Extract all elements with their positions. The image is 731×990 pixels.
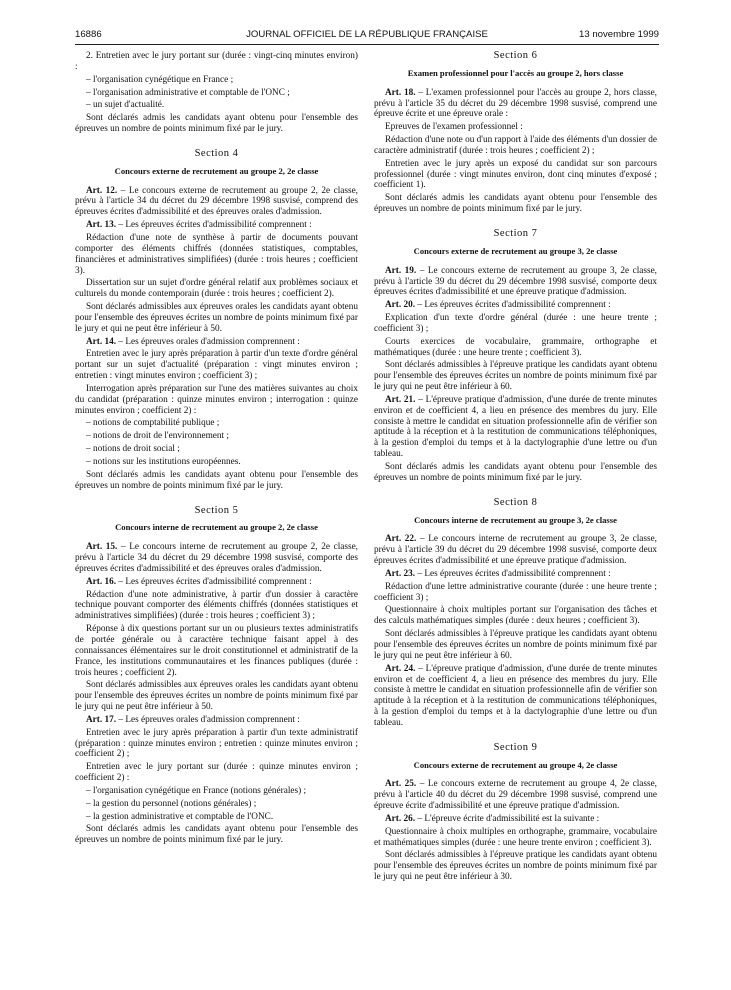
list-item: – l'organisation cynégétique en France (notions générales) ; [86, 785, 307, 796]
paragraph: Entretien avec le jury après préparation à partir d'un texte administratif (préparation : quinze minutes environ ; entretien : quinze minutes environ ; coefficient 2) ; [75, 727, 358, 760]
issue-date: 13 novembre 1999 [578, 29, 659, 40]
section-subtitle: Concours interne de recrutement au groupe 3, 2e classe [414, 514, 617, 525]
page-header [75, 29, 659, 43]
section-subtitle: Concours interne de recrutement au groupe 2, 2e classe [115, 522, 318, 533]
article [374, 664, 657, 729]
article-label: Art. 17. [86, 714, 117, 725]
article [374, 395, 657, 460]
article-label: Art. 21. [385, 394, 416, 405]
article-text: – L'épreuve pratique d'admission, d'une durée de trente minutes environ et de coefficient 4, a lieu en présence des membres du jury. Elle consiste à mettre le candidat en situation professionnelle afin de vérifier son aptitude à la réception et à la restitution de communications téléphoniques, à la gestion d'emploi du temps et à la dactylographie d'une lettre ou d'un tableau. [374, 663, 657, 728]
list-item: – l'organisation cynégétique en France ; [86, 74, 234, 85]
section-subtitle: Concours externe de recrutement au groupe 3, 2e classe [413, 245, 618, 256]
paragraph: Entretien avec le jury après un exposé du candidat sur son parcours professionnel (durée : vingt minutes environ, dont cinq minutes d'exposé ; coefficient 1). [374, 158, 657, 191]
article-label: Art. 24. [385, 663, 416, 674]
article-text: – Le concours externe de recrutement au groupe 3, 2e classe, prévu à l'article 39 du décret du 29 décembre 1998 susvisé, comporte deux épreuves écrites d'admissibilité et une épreuve pratique d'admission. [374, 265, 657, 298]
article-label: Art. 18. [385, 87, 416, 98]
article-text: – L'examen professionnel pour l'accès au groupe 2, hors classe, prévu à l'article 35 du décret du 29 décembre 1998 susvisé, comprend une épreuve écrite et une épreuve orale : [374, 87, 657, 120]
paragraph: Courts exercices de vocabulaire, grammaire, orthographe et mathématiques (durée : une heure trente ; coefficient 3). [374, 336, 657, 358]
list-item: – la gestion du personnel (notions générales) ; [86, 798, 257, 809]
article-text: – Les épreuves orales d'admission comprennent : [116, 714, 300, 725]
section-title: Section 7 [493, 227, 538, 239]
paragraph: Questionnaire à choix multiples en orthographe, grammaire, vocabulaire et mathématiques simples (durée : une heure trente environ ; coefficient 3). [374, 826, 657, 848]
article [75, 542, 358, 575]
article [75, 337, 358, 348]
article-label: Art. 13. [86, 220, 117, 231]
article-text: – L'épreuve écrite d'admissibilité est la suivante : [415, 813, 600, 824]
list-item: – notions sur les institutions européennes. [86, 457, 241, 467]
article-text: – Le concours externe de recrutement au groupe 4, 2e classe, prévu à l'article 40 du décret du 29 décembre 1998 susvisé, comprend une épreuve écrite d'admissibilité et une épreuve pratique d'admission. [374, 779, 657, 812]
section-subtitle: Concours externe de recrutement au groupe 4, 2e classe [413, 759, 618, 770]
section-title: Section 5 [194, 504, 239, 516]
section-subtitle: Concours externe de recrutement au groupe 2, 2e classe [114, 165, 319, 176]
article-label: Art. 25. [385, 779, 417, 790]
article [374, 814, 657, 825]
paragraph: Dissertation sur un sujet d'ordre général relatif aux problèmes sociaux et culturels du monde contemporain (durée : trois heures ; coefficient 2). [75, 278, 358, 300]
article-text: – Les épreuves écrites d'admissibilité comprennent : [116, 220, 312, 231]
paragraph: Sont déclarés admissibles à l'épreuve pratique les candidats ayant obtenu pour l'ensemble des épreuves écrites un nombre de points minimum fixé par le jury qui ne peut être inférieur à 60. [374, 629, 657, 661]
article-label: Art. 12. [86, 185, 118, 196]
article-label: Art. 26. [385, 813, 416, 824]
article-text: – Les épreuves orales d'admission comprennent : [116, 336, 300, 347]
list-item: – notions de droit de l'environnement ; [86, 431, 229, 442]
article [374, 569, 657, 580]
paragraph: Réponse à dix questions portant sur un ou plusieurs textes administratifs de portée générale ou à caractère technique faisant appel à des connaissances élémentaires sur le droit constitutionnel et administratif de la France, les institutions communautaires et les finances publiques (durée : trois heures ; coefficient 2). [75, 624, 358, 678]
article-label: Art. 20. [385, 300, 416, 311]
header-rule [75, 44, 659, 45]
paragraph: Rédaction d'une note administrative, à partir d'un dossier à caractère technique pouvant comporter des éléments chiffrés (données statistiques et administratives simplifiées) (durée : trois heures ; coefficient 3) ; [75, 589, 358, 622]
article-text: – Le concours interne de recrutement au groupe 3, 2e classe, prévu à l'article 39 du décret du 29 décembre 1998 susvisé, comporte deux épreuves écrites d'admissibilité et une épreuve pratique d'admission. [374, 534, 657, 567]
article-text: – Les épreuves écrites d'admissibilité comprennent : [415, 568, 611, 579]
paragraph: Sont déclarés admissibles aux épreuves orales les candidats ayant obtenu pour l'ensemble des épreuves écrites un nombre de points minimum fixé par le jury et qui ne peut être inférieur à 50. [75, 302, 358, 334]
article [75, 186, 358, 219]
paragraph: Entretien avec le jury après préparation à partir d'un texte d'ordre général portant sur un sujet d'actualité (préparation : vingt minutes environ ; entretien : vingt minutes environ ; coefficient 3) ; [75, 349, 358, 382]
paragraph: Sont déclarés admis les candidats ayant obtenu pour l'ensemble des épreuves un nombre de points minimum fixé par le jury. [374, 462, 657, 483]
article-label: Art. 14. [86, 336, 117, 347]
article [374, 300, 657, 311]
section-title: Section 9 [493, 741, 538, 753]
article-label: Art. 19. [385, 265, 417, 276]
right-column [374, 51, 657, 885]
section-title: Section 4 [194, 147, 239, 159]
paragraph: Explication d'un texte d'ordre général (durée : une heure trente ; coefficient 3) ; [374, 313, 657, 334]
article-label: Art. 23. [385, 568, 416, 579]
article-text: – Le concours interne de recrutement au groupe 2, 2e classe, prévu à l'article 34 du décret du 29 décembre 1998 susvisé, comporte des épreuves écrites d'admissibilité et des épreuves orales d'admission. [75, 542, 358, 574]
article-text: – Les épreuves écrites d'admissibilité comprennent : [116, 576, 312, 587]
article [374, 779, 657, 812]
paragraph: Sont déclarés admis les candidats ayant obtenu pour l'ensemble des épreuves un nombre de points minimum fixé par le jury. [75, 113, 358, 135]
paragraph: Sont déclarés admissibles à l'épreuve pratique les candidats ayant obtenu pour l'ensemble des épreuves écrites un nombre de points minimum fixé par le jury qui ne peut être inférieur à 30. [374, 850, 657, 883]
article [374, 266, 657, 299]
left-column [75, 51, 358, 848]
paragraph: 2. Entretien avec le jury portant sur (durée : vingt-cinq minutes environ) : [75, 51, 358, 72]
paragraph: Sont déclarés admissibles aux épreuves orales les candidats ayant obtenu pour l'ensemble des épreuves écrites un nombre de points minimum fixé par le jury qui ne peut être inférieur à 50. [75, 680, 358, 713]
section-title: Section 8 [493, 496, 538, 508]
article-text: – L'épreuve pratique d'admission, d'une durée de trente minutes environ et de coefficient 4, a lieu en présence des membres du jury. Elle consiste à mettre le candidat en situation professionnelle afin de vérifier son aptitude à la réception et à la restitution de communications téléphoniques, à la gestion d'emploi du temps et à la dactylographie d'une lettre ou d'un tableau. [374, 394, 657, 460]
paragraph: Rédaction d'une note ou d'un rapport à l'aide des éléments d'un dossier de caractère administratif (durée : trois heures ; coefficient 2) ; [374, 135, 657, 156]
paragraph: Rédaction d'une lettre administrative courante (durée : une heure trente ; coefficient 3) ; [374, 581, 657, 603]
paragraph: Questionnaire à choix multiples portant sur l'organisation des tâches et des calculs mathématiques simples (durée : deux heures ; coefficient 3). [374, 605, 657, 627]
article-label: Art. 15. [86, 542, 118, 553]
paragraph: Sont déclarés admis les candidats ayant obtenu pour l'ensemble des épreuves un nombre de points minimum fixé par le jury. [75, 824, 358, 846]
article [75, 577, 358, 588]
paragraph: Sont déclarés admis les candidats ayant obtenu pour l'ensemble des épreuves un nombre de points minimum fixé par le jury. [374, 193, 657, 215]
paragraph: Sont déclarés admis les candidats ayant obtenu pour l'ensemble des épreuves un nombre de points minimum fixé par le jury. [75, 469, 358, 491]
paragraph: Epreuves de l'examen professionnel : [385, 122, 523, 133]
article [75, 715, 358, 726]
paragraph: Entretien avec le jury portant sur (durée : quinze minutes environ ; coefficient 2) : [75, 762, 358, 784]
journal-title: JOURNAL OFFICIEL DE LA RÉPUBLIQUE FRANÇAISE [246, 29, 488, 40]
list-item: – la gestion administrative et comptable de l'ONC. [86, 811, 274, 822]
article-text: – Le concours externe de recrutement au groupe 2, 2e classe, prévu à l'article 34 du décret du 29 décembre 1998 susvisé, comprend des épreuves écrites d'admissibilité et des épreuves orales d'admission. [75, 185, 358, 218]
page-number: 16886 [75, 29, 102, 40]
article-label: Art. 16. [86, 576, 117, 587]
article [374, 534, 657, 567]
article-label: Art. 22. [385, 534, 417, 545]
section-title: Section 6 [493, 50, 538, 61]
list-item: – notions de droit social ; [86, 444, 180, 455]
article-text: – Les épreuves écrites d'admissibilité comprennent : [415, 300, 611, 311]
paragraph: Sont déclarés admissibles à l'épreuve pratique les candidats ayant obtenu pour l'ensemble des épreuves écrites un nombre de points minimum fixé par le jury qui ne peut être inférieur à 60. [374, 360, 657, 393]
paragraph: Rédaction d'une note de synthèse à partir de documents pouvant comporter des éléments chiffrés (données statistiques, comptables, financières et administratives simplifiées) (durée : trois heures ; coefficient 3). [75, 232, 358, 276]
list-item: – notions de comptabilité publique ; [86, 418, 220, 429]
article [75, 220, 358, 231]
list-item: – un sujet d'actualité. [86, 100, 165, 111]
paragraph: Interrogation après préparation sur l'une des matières suivantes au choix du candidat (préparation : quinze minutes environ ; interrogation : quinze minutes environ ; coefficient 2) : [75, 383, 358, 416]
section-subtitle: Examen professionnel pour l'accès au groupe 2, hors classe [407, 67, 624, 78]
list-item: – l'organisation administrative et comptable de l'ONC ; [86, 87, 290, 98]
article [374, 88, 657, 121]
